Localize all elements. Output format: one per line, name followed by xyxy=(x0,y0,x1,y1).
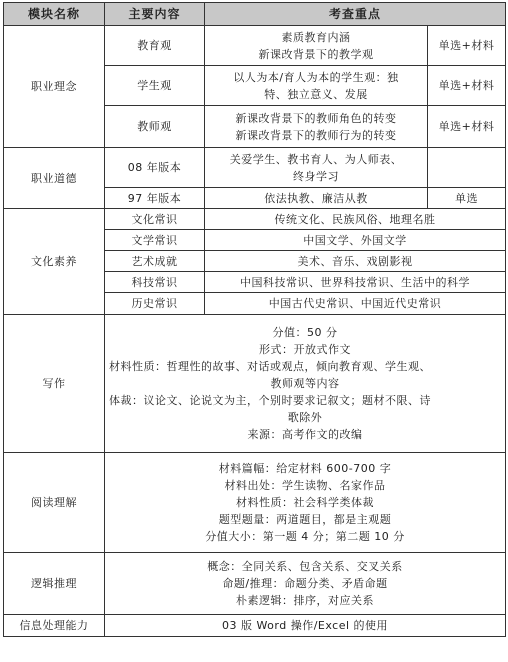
focus-cell xyxy=(205,26,428,66)
table-header-row xyxy=(4,3,506,26)
reading-point: 材料篇幅：给定材料 600-700 字 xyxy=(218,462,392,475)
type-cell: 单选 xyxy=(428,188,506,209)
focus-line: 特、独立意义、发展 xyxy=(264,87,368,101)
writing-point: 形式：开放式作文 xyxy=(259,343,351,356)
header-content: 主要内容 xyxy=(105,3,205,26)
table-row xyxy=(4,453,506,553)
content-cell: 历史常识 xyxy=(105,293,205,315)
header-focus: 考查重点 xyxy=(205,3,506,26)
logic-point: 概念：全同关系、包含关系、交叉关系 xyxy=(207,560,403,573)
focus-line: 终身学习 xyxy=(293,169,339,183)
module-culture: 文化素养 xyxy=(4,209,105,315)
focus-line: 新课改背景下的教师角色的转变 xyxy=(235,111,397,125)
writing-point: 体裁：议论文、论说文为主，个别时要求记叙文；题材不限、诗 xyxy=(109,394,431,407)
logic-points xyxy=(105,553,506,615)
focus-cell xyxy=(205,66,428,106)
focus-cell: 中国科技常识、世界科技常识、生活中的科学 xyxy=(205,272,506,293)
content-cell: 艺术成就 xyxy=(105,251,205,272)
focus-line: 新课改背景下的教师行为的转变 xyxy=(235,128,397,142)
table-row xyxy=(4,209,506,230)
focus-cell: 美术、音乐、戏剧影视 xyxy=(205,251,506,272)
reading-points xyxy=(105,453,506,553)
type-cell: 单选+材料 xyxy=(428,106,506,148)
writing-point: 材料性质：哲理性的故事、对话或观点，倾向教育观、学生观、 xyxy=(109,360,431,373)
type-cell xyxy=(428,148,506,188)
module-writing: 写作 xyxy=(4,315,105,453)
focus-cell: 依法执教、廉洁从教 xyxy=(205,188,428,209)
content-cell: 08 年版本 xyxy=(105,148,205,188)
type-cell: 单选+材料 xyxy=(428,26,506,66)
logic-point: 命题/推理：命题分类、矛盾命题 xyxy=(222,577,388,590)
focus-line: 关爱学生、教书育人、为人师表、 xyxy=(229,152,403,166)
table-row xyxy=(4,615,506,637)
syllabus-table xyxy=(3,2,506,637)
reading-point: 材料出处：学生读物、名家作品 xyxy=(224,479,386,492)
reading-point: 分值大小：第一题 4 分；第二题 10 分 xyxy=(205,530,405,543)
focus-cell: 中国古代史常识、中国近代史常识 xyxy=(205,293,506,315)
content-cell: 学生观 xyxy=(105,66,205,106)
writing-points xyxy=(105,315,506,453)
content-cell: 文学常识 xyxy=(105,230,205,251)
type-cell: 单选+材料 xyxy=(428,66,506,106)
table-row xyxy=(4,26,506,66)
focus-cell xyxy=(205,148,428,188)
table-row xyxy=(4,148,506,188)
module-ethics: 职业道德 xyxy=(4,148,105,209)
logic-point: 朴素逻辑：排序，对应关系 xyxy=(236,594,374,607)
info-focus: 03 版 Word 操作/Excel 的使用 xyxy=(105,615,506,637)
content-cell: 97 年版本 xyxy=(105,188,205,209)
writing-point: 分值：50 分 xyxy=(272,326,338,339)
module-reading: 阅读理解 xyxy=(4,453,105,553)
table-row xyxy=(4,553,506,615)
module-career-concept: 职业理念 xyxy=(4,26,105,148)
content-cell: 教育观 xyxy=(105,26,205,66)
header-module: 模块名称 xyxy=(4,3,105,26)
focus-line: 以人为本/育人为本的学生观：独 xyxy=(233,70,399,84)
module-info: 信息处理能力 xyxy=(4,615,105,637)
focus-line: 新课改背景下的教学观 xyxy=(258,47,374,61)
content-cell: 文化常识 xyxy=(105,209,205,230)
focus-cell: 中国文学、外国文学 xyxy=(205,230,506,251)
module-logic: 逻辑推理 xyxy=(4,553,105,615)
writing-point: 来源：高考作文的改编 xyxy=(247,428,363,441)
content-cell: 教师观 xyxy=(105,106,205,148)
focus-cell: 传统文化、民族风俗、地理名胜 xyxy=(205,209,506,230)
writing-point: 教师观等内容 xyxy=(270,377,340,390)
writing-point: 歌除外 xyxy=(287,411,323,424)
reading-point: 题型题量：两道题目，都是主观题 xyxy=(218,513,392,526)
content-cell: 科技常识 xyxy=(105,272,205,293)
focus-cell xyxy=(205,106,428,148)
reading-point: 材料性质：社会科学类体裁 xyxy=(236,496,374,509)
table-row xyxy=(4,315,506,453)
focus-line: 素质教育内涵 xyxy=(281,30,351,44)
